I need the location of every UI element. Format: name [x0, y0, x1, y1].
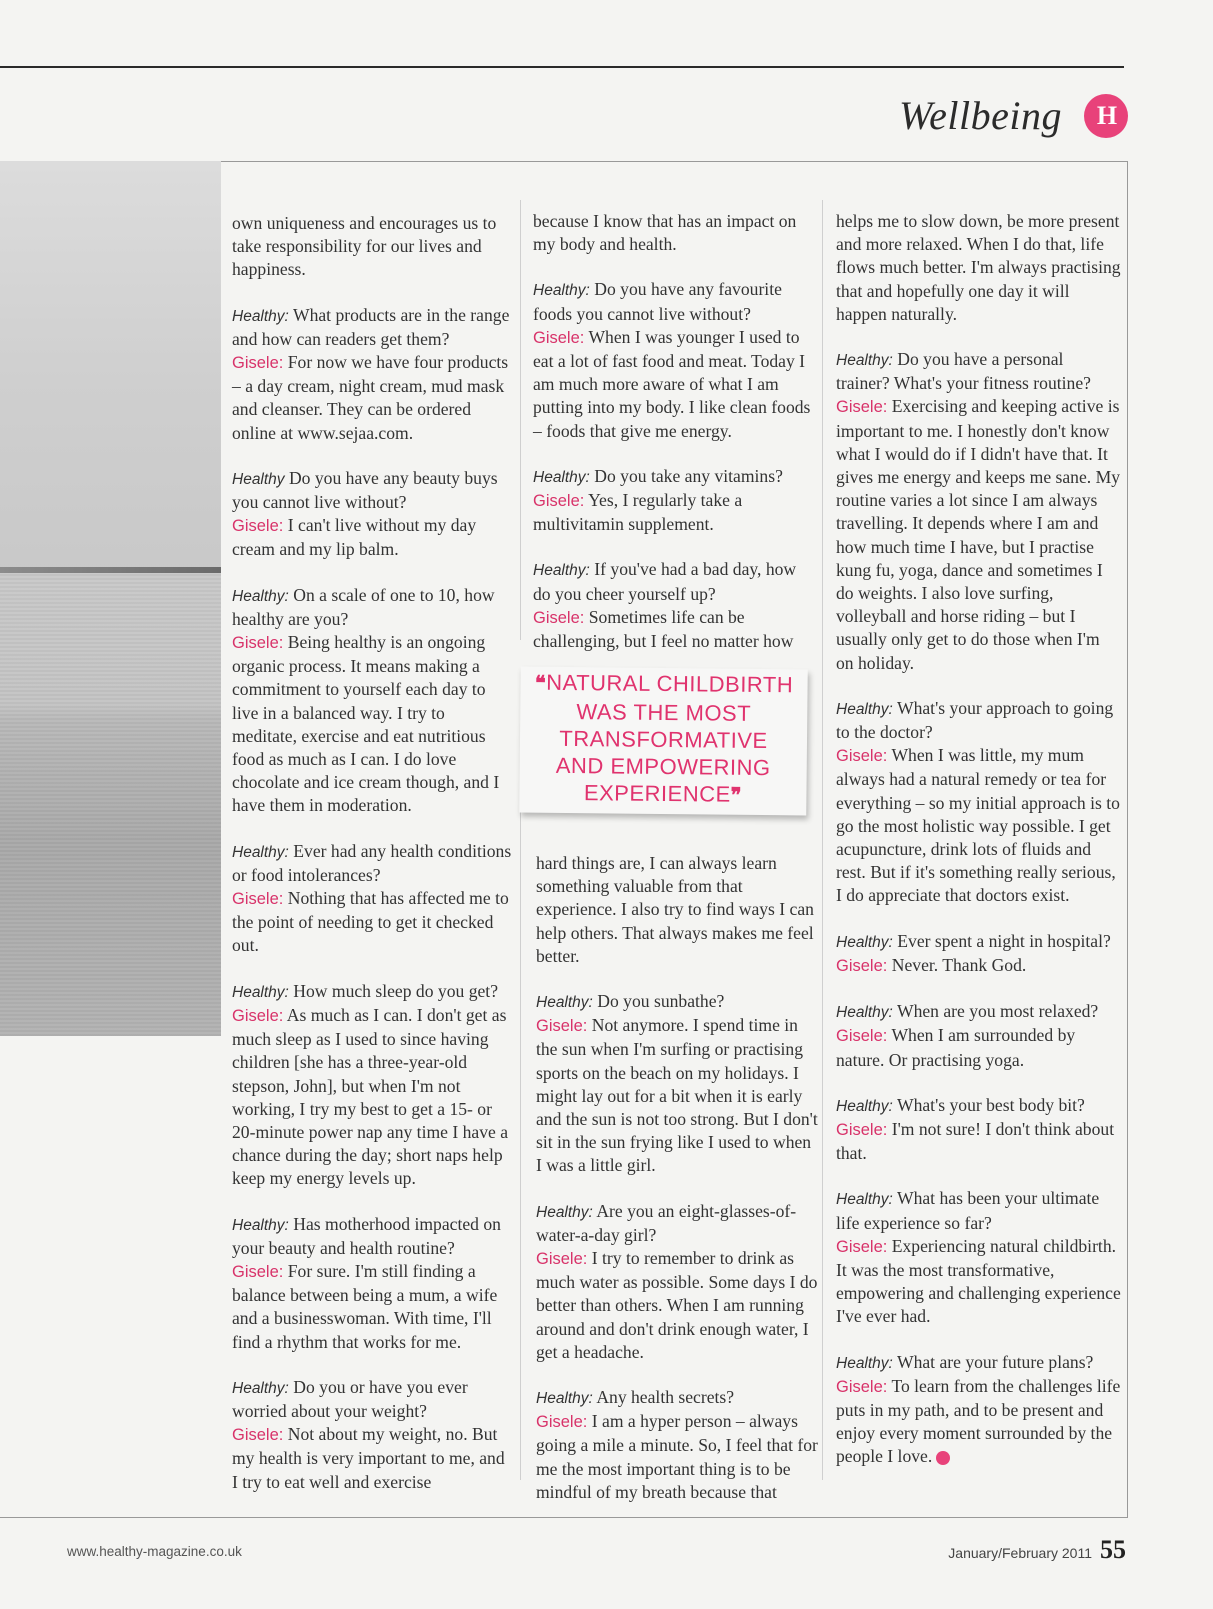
qa-block — [836, 1187, 1121, 1328]
qa-block — [836, 697, 1121, 908]
answer-label: Gisele: — [536, 1413, 588, 1432]
qa-text — [836, 697, 1121, 908]
qa-text — [536, 990, 821, 1178]
answer-label: Gisele: — [836, 398, 888, 417]
answer-text: I am a hyper person – always going a mile a minute. So, I feel that for me the most important thing is to be mindful of my breath because that — [536, 1411, 818, 1502]
question-text: Any health secrets? — [596, 1387, 735, 1408]
answer-text: When I am surrounded by nature. Or practising yoga. — [836, 1025, 1076, 1070]
qa-block — [232, 584, 512, 818]
question-label: Healthy: — [536, 1203, 593, 1221]
answer-label: Gisele: — [836, 956, 888, 975]
answer-text: When I was little, my mum always had a natural remedy or tea for everything – so my initial approach is to go the most holistic way possible. I get acupuncture, drink lots of fluids and rest. But if it's something really serious, I do appreciate that doctors exist. — [836, 745, 1120, 906]
continued-text: hard things are, I can always learn something valuable from that experience. I also try to find ways I can help others. That always makes me feel better. — [536, 853, 814, 966]
qa-text — [533, 465, 818, 537]
qa-text — [836, 1187, 1121, 1328]
question-label: Healthy: — [533, 282, 590, 300]
logo-letter: H — [1096, 100, 1116, 130]
question-text: Are you an eight-glasses-of-water-a-day girl? — [536, 1200, 797, 1245]
question-text: Do you have any favourite foods you cannot live without? — [533, 279, 782, 324]
question-text: On a scale of one to 10, how healthy are you? — [232, 584, 495, 629]
answer-text: Yes, I regularly take a multivitamin supplement. — [533, 490, 743, 535]
qa-text — [536, 1386, 821, 1504]
answer-label: Gisele: — [836, 1120, 888, 1139]
issue-date: January/February 2011 — [948, 1545, 1092, 1561]
question-label: Healthy: — [232, 307, 289, 325]
question-text: How much sleep do you get? — [293, 980, 499, 1001]
qa-block — [836, 1000, 1121, 1072]
question-label: Healthy: — [836, 933, 893, 951]
question-label: Healthy: — [232, 1379, 289, 1397]
top-rule — [0, 66, 1124, 68]
qa-block — [232, 1213, 512, 1354]
healthy-logo-icon — [1084, 94, 1128, 138]
column-divider — [520, 200, 521, 640]
answer-text: I try to remember to drink as much water as possible. Some days I do better than others. When I am running around and don't drink enough water, I get a headache. — [536, 1248, 818, 1362]
qa-text — [232, 304, 512, 445]
article-column-1 — [232, 212, 512, 1516]
pull-quote-text: WAS THE MOST — [576, 699, 752, 726]
answer-text: Being healthy is an ongoing organic process. It means making a commitment to yourself each day to live in a balanced way. I try to meditate, exercise and eat nutritious food as much as I can. I do love chocolate and ice cream though, and I have them in moderation. — [232, 632, 500, 816]
answer-label: Gisele: — [232, 1426, 284, 1445]
question-label: Healthy: — [232, 843, 289, 861]
answer-text: Not anymore. I spend time in the sun when I'm surfing or practising sports on the beach on my holidays. I might lay out for a bit when it is early and the sun is not too strong. But I don't sit in the sun frying like I used to when I was a little girl. — [536, 1015, 818, 1176]
answer-text: Nothing that has affected me to the point of needing to get it checked out. — [232, 888, 509, 956]
qa-block — [536, 990, 821, 1178]
qa-block — [836, 930, 1121, 978]
qa-text — [232, 584, 512, 818]
answer-label: Gisele: — [836, 1377, 888, 1396]
question-text: What products are in the range and how can readers get them? — [232, 304, 510, 349]
question-label: Healthy — [232, 470, 285, 488]
qa-text — [536, 1200, 821, 1364]
question-text: What's your best body bit? — [896, 1094, 1085, 1115]
answer-text: I'm not sure! I don't think about that. — [836, 1118, 1115, 1164]
answer-label: Gisele: — [836, 1237, 888, 1256]
photo-shore — [0, 573, 221, 1036]
pull-quote-line — [520, 697, 807, 727]
question-label: Healthy: — [836, 1004, 893, 1022]
question-text: What has been your ultimate life experience so far? — [836, 1188, 1100, 1233]
answer-text: Never. Thank God. — [891, 954, 1027, 975]
frame-top-rule — [221, 161, 1128, 162]
question-label: Healthy: — [836, 1354, 893, 1372]
answer-text: When I was younger I used to eat a lot of fast food and meat. Today I am much more aware of what I am putting into my body. I like clean foods – foods that give me energy. — [533, 326, 811, 441]
answer-label: Gisele: — [536, 1017, 588, 1036]
qa-text — [232, 467, 512, 562]
qa-block — [232, 304, 512, 445]
intro-text: own uniqueness and encourages us to take responsibility for our lives and happiness. — [232, 213, 497, 280]
answer-label: Gisele: — [232, 1006, 284, 1025]
pull-quote-text: TRANSFORMATIVE — [559, 725, 768, 754]
qa-text — [836, 1000, 1121, 1072]
answer-label: Gisele: — [533, 608, 585, 627]
answer-label: Gisele: — [533, 492, 585, 511]
page-number: 55 — [1100, 1535, 1126, 1564]
qa-block — [836, 1351, 1121, 1469]
column-divider — [520, 800, 521, 1480]
qa-text — [836, 348, 1121, 675]
section-header — [899, 92, 1128, 139]
qa-text — [533, 278, 818, 442]
beach-photo — [0, 161, 221, 1036]
intro-text: helps me to slow down, be more present and more relaxed. When I do that, life flows much better. I'm always practising that and hopefully one day it will happen naturally. — [836, 211, 1121, 324]
question-label: Healthy: — [536, 1390, 593, 1408]
answer-text: I can't live without my day cream and my lip balm. — [232, 515, 477, 560]
qa-block — [533, 465, 818, 537]
answer-label: Gisele: — [232, 634, 284, 653]
answer-label: Gisele: — [232, 517, 284, 536]
answer-label: Gisele: — [232, 354, 284, 373]
question-label: Healthy: — [232, 587, 289, 605]
qa-block — [232, 467, 512, 562]
pull-quote-line — [520, 669, 807, 701]
answer-text: Experiencing natural childbirth. It was the most transformative, empowering and challenging experience I've ever had. — [836, 1235, 1121, 1327]
question-text: Do you have any beauty buys you cannot live without? — [232, 467, 498, 513]
answer-label: Gisele: — [536, 1250, 588, 1269]
footer-folio — [948, 1535, 1126, 1565]
footer-url: www.healthy-magazine.co.uk — [67, 1544, 242, 1559]
pull-quote-line — [520, 751, 807, 781]
question-text: When are you most relaxed? — [896, 1001, 1099, 1022]
question-text: What's your approach to going to the doctor? — [836, 697, 1114, 743]
qa-block — [836, 348, 1121, 675]
question-label: Healthy: — [536, 994, 593, 1012]
answer-label: Gisele: — [836, 747, 888, 766]
pull-quote-text: NATURAL CHILDBIRTH — [546, 669, 794, 698]
qa-text — [232, 1376, 512, 1494]
pull-quote-line — [520, 724, 807, 754]
article-column-2 — [533, 210, 818, 675]
answer-text: Exercising and keeping active is important to me. I honestly don't know what I would do if I didn't have that. It gives me energy and keeps me sane. My routine varies a lot since I am always travelling. It depends where I am and how much time I have, but I practise kung fu, yoga, dance and sometimes I do weights. I also love surfing, volleyball and horse riding – but I usually only get to do those when I'm on holiday. — [836, 396, 1121, 673]
answer-text: Sometimes life can be challenging, but I feel no matter how — [533, 606, 794, 652]
qa-block — [232, 980, 512, 1191]
question-label: Healthy: — [836, 1097, 893, 1115]
qa-text — [836, 930, 1121, 978]
close-quote-icon: ❞ — [730, 784, 743, 807]
intro-text: because I know that has an impact on my body and health. — [533, 211, 797, 255]
answer-text: To learn from the challenges life puts in my path, and to be present and enjoy every moment surrounded by the people I love. — [836, 1375, 1121, 1467]
qa-block — [536, 1200, 821, 1364]
question-text: Ever spent a night in hospital? — [897, 930, 1111, 951]
answer-text: Not about my weight, no. But my health is very important to me, and I try to eat well and exercise — [232, 1424, 505, 1492]
qa-block — [232, 1376, 512, 1494]
qa-text — [232, 840, 512, 958]
question-label: Healthy: — [836, 352, 893, 370]
qa-block — [836, 1094, 1121, 1166]
question-text: Has motherhood impacted on your beauty and health routine? — [232, 1213, 501, 1258]
frame-right-rule — [1127, 161, 1128, 1518]
question-label: Healthy: — [533, 468, 590, 486]
column-divider — [822, 200, 823, 1480]
question-label: Healthy: — [836, 1191, 893, 1209]
question-label: Healthy: — [533, 562, 590, 580]
answer-label: Gisele: — [232, 1262, 284, 1281]
question-text: Do you sunbathe? — [597, 991, 725, 1012]
answer-label: Gisele: — [533, 328, 585, 347]
pull-quote-line — [519, 778, 806, 810]
question-text: If you've had a bad day, how do you cheer yourself up? — [533, 559, 797, 604]
qa-text — [232, 1213, 512, 1354]
question-label: Healthy: — [232, 983, 289, 1001]
answer-label: Gisele: — [232, 890, 284, 909]
pull-quote-text: EXPERIENCE — [583, 780, 731, 807]
answer-text: As much as I can. I don't get as much sleep as I used to since having children [she has a three-year-old stepson, John], but when I'm not working, I try my best to get a 15- or 20-minute power nap any time I have a chance during the day; short naps help keep my energy levels up. — [232, 1004, 509, 1189]
article-column-2-continued — [536, 852, 821, 1526]
question-text: What are your future plans? — [896, 1351, 1094, 1372]
question-text: Ever had any health conditions or food intolerances? — [232, 840, 512, 885]
section-title: Wellbeing — [899, 93, 1062, 138]
answer-text: For now we have four products – a day cream, night cream, mud mask and cleanser. They can be ordered online at www.sejaa.com. — [232, 352, 509, 443]
qa-block — [232, 840, 512, 958]
question-text: Do you have a personal trainer? What's your fitness routine? — [836, 349, 1091, 394]
qa-text — [232, 980, 512, 1191]
qa-block — [536, 1386, 821, 1504]
question-text: Do you or have you ever worried about your weight? — [232, 1376, 468, 1421]
pull-quote-text: AND EMPOWERING — [555, 752, 771, 781]
qa-text — [836, 1351, 1121, 1469]
question-text: Do you take any vitamins? — [594, 465, 783, 486]
qa-block — [533, 558, 818, 653]
qa-block — [533, 278, 818, 442]
article-column-3 — [836, 210, 1121, 1491]
end-mark-icon — [936, 1451, 950, 1465]
qa-text — [836, 1094, 1121, 1166]
answer-label: Gisele: — [836, 1027, 888, 1046]
pull-quote — [519, 667, 808, 816]
open-quote-icon: ❝ — [534, 672, 547, 695]
qa-text — [533, 558, 818, 653]
question-label: Healthy: — [232, 1216, 289, 1234]
question-label: Healthy: — [836, 700, 893, 718]
answer-text: For sure. I'm still finding a balance between being a mum, a wife and a businesswoman. With time, I'll find a rhythm that works for me. — [232, 1260, 498, 1352]
